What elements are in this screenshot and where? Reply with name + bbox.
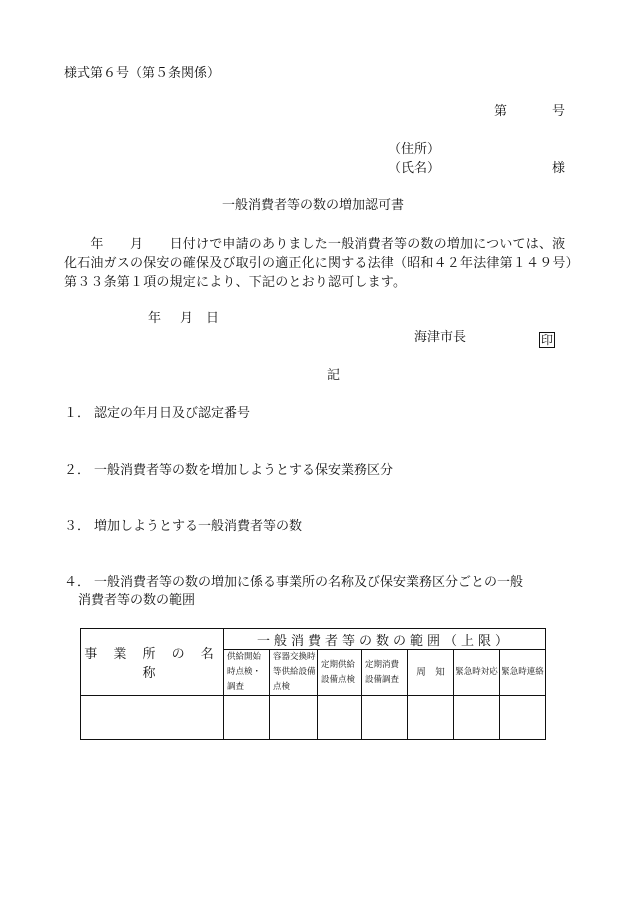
list-item-2	[64, 462, 584, 480]
list-item-text: 増加しようとする一般消費者等の数	[94, 519, 303, 534]
form-number: 様式第６号（第５条関係）	[64, 66, 221, 81]
sama-suffix: 様	[552, 161, 566, 176]
date-month: 月	[180, 311, 194, 326]
table-cell[interactable]	[500, 696, 546, 740]
ki-heading: 記	[327, 368, 341, 383]
table-cell[interactable]	[362, 696, 408, 740]
date-day: 日	[206, 311, 220, 326]
list-item-number: ２．	[64, 463, 91, 478]
table-cell[interactable]	[270, 696, 318, 740]
establishment-name-header: 事 業 所 の 名 称	[81, 629, 224, 696]
table-row	[81, 696, 546, 740]
list-item-1	[64, 405, 584, 423]
list-item-3	[64, 518, 584, 536]
range-header: 一般消費者等の数の範囲（上限）	[224, 629, 546, 650]
list-item-text: 認定の年月日及び認定番号	[94, 406, 251, 421]
issuer-title: 海津市長	[414, 330, 467, 345]
list-item-number: ３．	[64, 519, 91, 534]
document-title: 一般消費者等の数の増加認可書	[222, 198, 405, 213]
table-cell[interactable]	[408, 696, 454, 740]
table-cell[interactable]	[224, 696, 270, 740]
column-header: 定期供給設備点検	[318, 650, 362, 696]
document-number-dai: 第	[494, 104, 508, 119]
address-label: （住所）	[388, 142, 441, 157]
list-item-text: 一般消費者等の数を増加しようとする保安業務区分	[94, 463, 394, 478]
seal-mark	[539, 329, 555, 348]
list-item-number: １．	[64, 406, 91, 421]
body-paragraph: 年 月 日付けで申請のありました一般消費者等の数の増加については、液化石油ガスの保安の確保及び取引の適正化に関する法律（昭和４２年法律第１４９号）第３３条第１項の規定により、下記のとおり認可します。	[64, 237, 573, 290]
table-cell[interactable]	[81, 696, 224, 740]
date-year: 年	[148, 311, 162, 326]
list-item-number: ４．	[64, 575, 91, 590]
seal-text: 印	[541, 333, 554, 347]
column-header: 容器交換時等供給設備点検	[270, 650, 318, 696]
column-header: 周 知	[408, 650, 454, 696]
name-label: （氏名）	[388, 161, 441, 176]
column-header: 緊急時連絡	[500, 650, 546, 696]
list-item-text: 一般消費者等の数の増加に係る事業所の名称及び保安業務区分ごとの一般	[94, 575, 524, 590]
table-cell[interactable]	[318, 696, 362, 740]
document-number-go: 号	[552, 104, 566, 119]
list-item-continuation: 消費者等の数の範囲	[78, 593, 196, 608]
column-header: 定期消費設備調査	[362, 650, 408, 696]
column-header: 緊急時対応	[454, 650, 500, 696]
list-item-4	[64, 574, 584, 610]
column-header: 供給開始時点検・調査	[224, 650, 270, 696]
table-cell[interactable]	[454, 696, 500, 740]
range-table	[80, 628, 546, 740]
